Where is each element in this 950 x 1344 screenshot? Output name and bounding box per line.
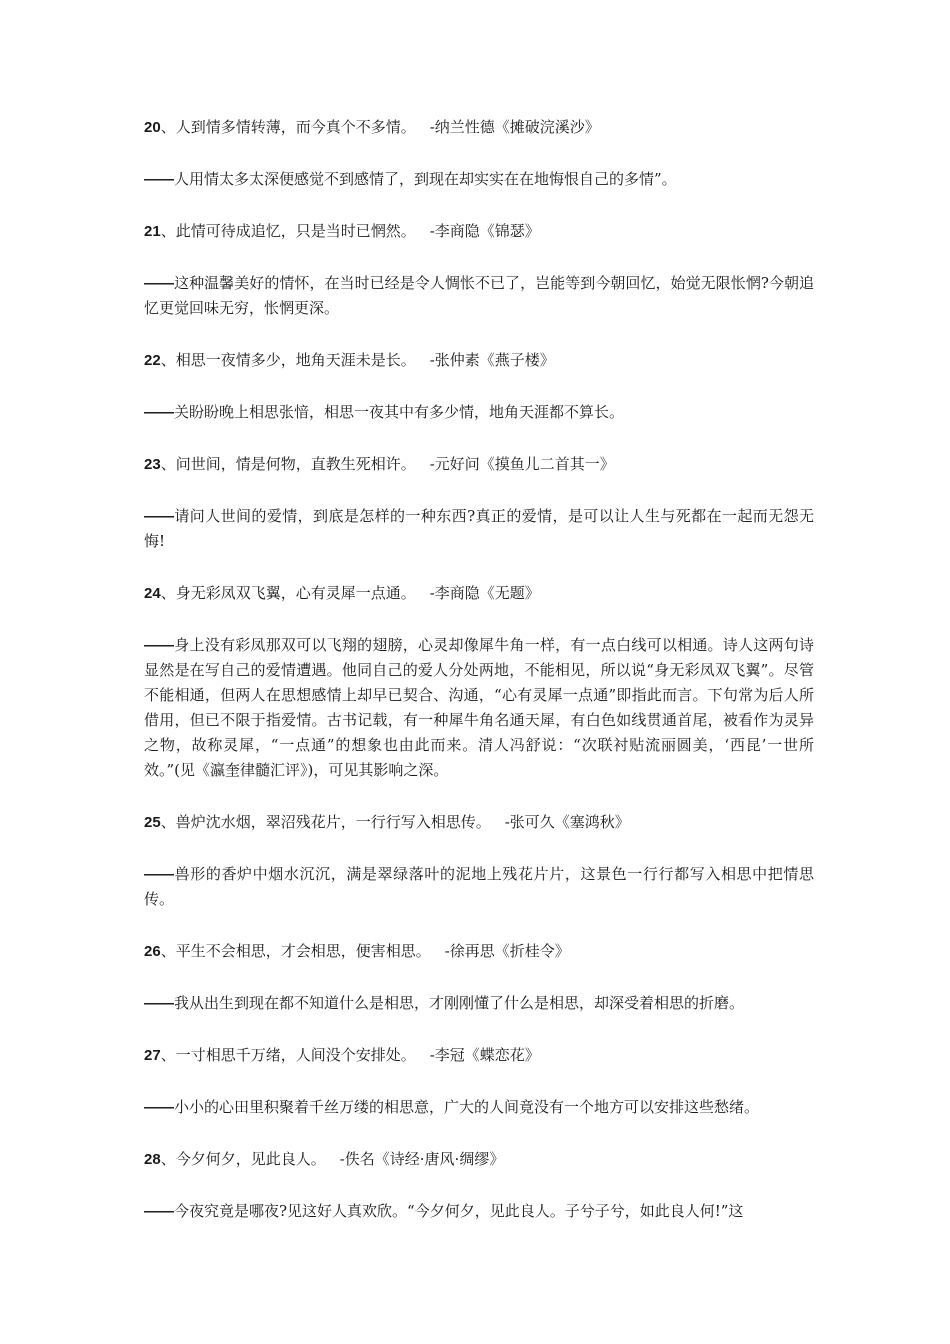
entry-number: 22 (144, 352, 161, 369)
entry-separator: 、 (160, 351, 176, 369)
poem-explanation (144, 633, 814, 783)
poem-attribution: -李冠《蝶恋花》 (429, 1046, 540, 1064)
poem-text: 今夕何夕，见此良人。 (175, 1150, 326, 1168)
poem-line (144, 810, 814, 835)
explanation-text: 请问人世间的爱情，到底是怎样的一种东西?真正的爱情，是可以让人生与死都在一起而无怨无悔! (144, 507, 814, 550)
poem-explanation (144, 1095, 814, 1120)
poem-attribution: -徐再思《折桂令》 (444, 942, 570, 960)
explanation-text: 我从出生到现在都不知道什么是相思，才刚刚懂了什么是相思，却深受着相思的折磨。 (174, 994, 745, 1012)
poem-explanation (144, 167, 814, 192)
poem-attribution: -张可久《塞鸿秋》 (504, 813, 630, 831)
explanation-dash: —— (144, 866, 174, 883)
entry-separator: 、 (160, 1046, 176, 1064)
explanation-text: 人用情太多太深便感觉不到感情了，到现在却实实在在地悔恨自己的多情”。 (174, 170, 677, 188)
poem-attribution: -佚名《诗经·唐风·绸缪》 (339, 1150, 505, 1168)
poem-explanation (144, 271, 814, 321)
entry-number: 25 (144, 814, 161, 831)
entry-number: 28 (144, 1151, 161, 1168)
poem-text: 一寸相思千万绪，人间没个安排处。 (175, 1046, 416, 1064)
poem-line (144, 452, 814, 477)
poem-text: 兽炉沈水烟，翠沼残花片，一行行写入相思传。 (175, 813, 491, 831)
explanation-dash: —— (144, 1203, 174, 1220)
poem-text: 平生不会相思，才会相思，便害相思。 (175, 942, 431, 960)
poem-explanation (144, 400, 814, 425)
explanation-dash: —— (144, 508, 174, 525)
explanation-dash: —— (144, 1099, 174, 1116)
explanation-dash: —— (144, 404, 174, 421)
explanation-dash: —— (144, 637, 174, 654)
entry-number: 21 (144, 223, 161, 240)
entry-number: 23 (144, 456, 161, 473)
entry-separator: 、 (160, 942, 176, 960)
entry-separator: 、 (160, 1150, 176, 1168)
poem-attribution: -李商隐《无题》 (429, 584, 540, 602)
entry-number: 20 (144, 119, 161, 136)
poem-explanation (144, 862, 814, 912)
poem-explanation (144, 1199, 814, 1224)
explanation-dash: —— (144, 171, 174, 188)
poem-text: 相思一夜情多少，地角天涯未是长。 (175, 351, 416, 369)
explanation-text: 今夜究竟是哪夜?见这好人真欢欣。“今夕何夕，见此良人。子兮子兮，如此良人何!”这 (174, 1202, 744, 1220)
entry-number: 24 (144, 585, 161, 602)
poem-explanation (144, 991, 814, 1016)
poem-text: 此情可待成追忆，只是当时已惘然。 (175, 222, 416, 240)
poem-text: 身无彩凤双飞翼，心有灵犀一点通。 (175, 584, 416, 602)
poem-line (144, 219, 814, 244)
poem-text: 问世间，情是何物，直教生死相许。 (175, 455, 416, 473)
poem-attribution: -张仲素《燕子楼》 (429, 351, 555, 369)
entry-separator: 、 (160, 584, 176, 602)
entry-separator: 、 (160, 222, 176, 240)
poem-line (144, 1043, 814, 1068)
poem-attribution: -元好问《摸鱼儿二首其一》 (429, 455, 615, 473)
poem-explanation (144, 504, 814, 554)
poem-attribution: -李商隐《锦瑟》 (429, 222, 540, 240)
entry-number: 27 (144, 1047, 161, 1064)
poem-line (144, 1147, 814, 1172)
explanation-dash: —— (144, 275, 174, 292)
poem-line (144, 581, 814, 606)
entry-number: 26 (144, 943, 161, 960)
poem-line (144, 939, 814, 964)
poem-line (144, 348, 814, 373)
poem-attribution: -纳兰性德《摊破浣溪沙》 (429, 118, 600, 136)
poem-line (144, 115, 814, 140)
explanation-text: 身上没有彩凤那双可以飞翔的翅膀，心灵却像犀牛角一样，有一点白线可以相通。诗人这两句诗显然是在写自己的爱情遭遇。他同自己的爱人分处两地，不能相见，所以说“身无彩凤双飞翼”。尽管不能相通，但两人在思想感情上却早已契合、沟通，“心有灵犀一点通”即指此而言。下句常为后人所借用，但已不限于指爱情。古书记载，有一种犀牛角名通天犀，有白色如线贯通首尾，被看作为灵异之物，故称灵犀，“一点通”的想象也由此而来。清人冯舒说：“次联衬贴流丽圆美，‘西昆’一世所效。”(见《瀛奎律髓汇评》)，可见其影响之深。 (144, 636, 814, 779)
document-body (144, 115, 814, 1251)
explanation-text: 关盼盼晚上相思张愔，相思一夜其中有多少情，地角天涯都不算长。 (174, 403, 625, 421)
poem-text: 人到情多情转薄，而今真个不多情。 (175, 118, 416, 136)
entry-separator: 、 (160, 455, 176, 473)
explanation-text: 兽形的香炉中烟水沉沉，满是翠绿落叶的泥地上残花片片，这景色一行行都写入相思中把情思传。 (144, 865, 814, 908)
entry-separator: 、 (160, 118, 176, 136)
entry-separator: 、 (160, 813, 176, 831)
explanation-text: 小小的心田里积聚着千丝万缕的相思意，广大的人间竟没有一个地方可以安排这些愁绪。 (174, 1098, 760, 1116)
explanation-dash: —— (144, 995, 174, 1012)
explanation-text: 这种温馨美好的情怀，在当时已经是令人惆怅不已了，岂能等到今朝回忆，始觉无限怅惘?今朝追忆更觉回味无穷，怅惘更深。 (144, 274, 814, 317)
